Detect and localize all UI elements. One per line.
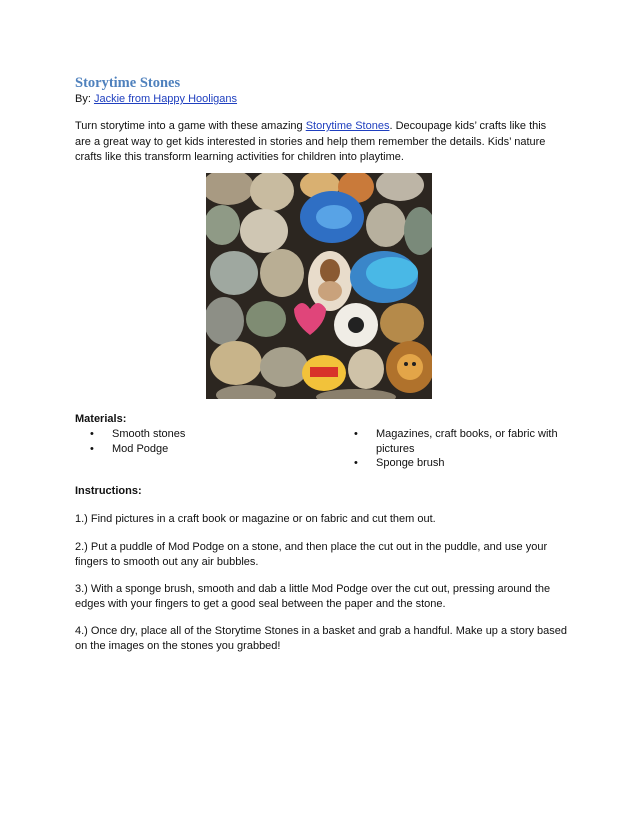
materials-list-left [75, 427, 315, 456]
intro-text-after: . Decoupage kids’ crafts like this are a great way to get kids interested in stories and help them remember the details. Kids’ nature crafts like this transform learning activities for children into playtime. [75, 120, 547, 163]
list-item: • Mod Podge [75, 442, 315, 457]
storytime-stones-link[interactable]: Storytime Stones [305, 120, 390, 132]
intro-text-before: Turn storytime into a game with these amazing [75, 120, 306, 132]
byline [75, 92, 565, 106]
instruction-step: 3.) With a sponge brush, smooth and dab a little Mod Podge over the cut out, pressing around the edges with your fingers to get a good seal between the paper and the stone. [75, 583, 551, 610]
materials-heading: Materials: [75, 413, 127, 425]
instruction-step: 4.) Once dry, place all of the Storytime Stones in a basket and grab a handful. Make up a story based on the images on the stones you grabbed! [75, 625, 568, 652]
stones-photo [206, 173, 432, 399]
instruction-step: 1.) Find pictures in a craft book or magazine or on fabric and cut them out. [75, 513, 436, 525]
intro-paragraph [75, 119, 565, 166]
author-link[interactable]: Jackie from Happy Hooligans [93, 93, 238, 105]
article [75, 74, 568, 652]
materials-list-right [339, 427, 569, 471]
list-item: • Smooth stones [75, 427, 315, 442]
stones-photo-image [206, 173, 432, 399]
instructions-heading: Instructions: [75, 485, 142, 497]
instruction-step: 2.) Put a puddle of Mod Podge on a stone, and then place the cut out in the puddle, and use your fingers to smooth out any air bubbles. [75, 541, 548, 568]
list-item: • Sponge brush [339, 456, 569, 471]
article-title: Storytime Stones [75, 75, 181, 91]
list-item: • Magazines, craft books, or fabric with pictures [339, 427, 569, 456]
byline-prefix: By: [75, 93, 94, 105]
